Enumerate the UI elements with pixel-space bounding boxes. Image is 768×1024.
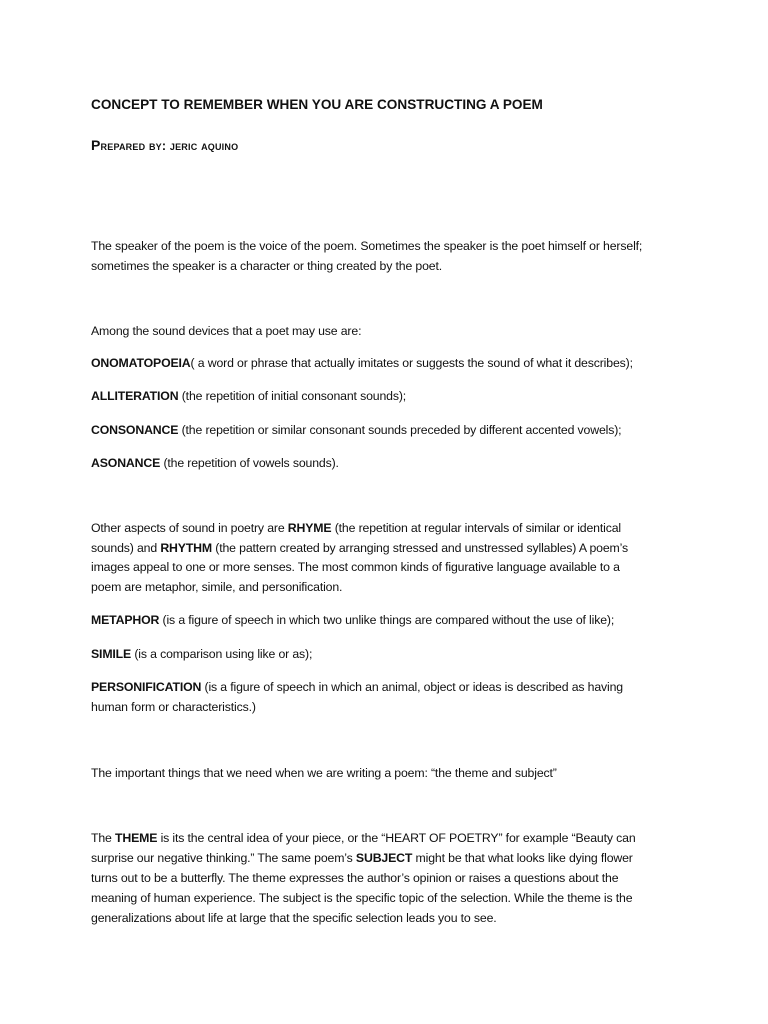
figure-desc: (is a figure of speech in which an animal, object or ideas is described as having <box>201 680 623 694</box>
device-desc: (the repetition of vowels sounds). <box>160 456 339 470</box>
device-term: ONOMATOPOEIA <box>91 356 191 370</box>
speaker-para-line-1: The speaker of the poem is the voice of the poem. Sometimes the speaker is the poet himself or herself; <box>91 239 643 253</box>
speaker-para-line-2: sometimes the speaker is a character or thing created by the poet. <box>91 259 442 273</box>
figure-desc: (is a figure of speech in which two unlike things are compared without the use of like); <box>159 613 615 627</box>
byline-initial: P <box>91 137 101 153</box>
theme-para-line-4: meaning of human experience. The subject is the specific topic of the selection. While the theme is the <box>91 891 633 905</box>
aspects-para-line-1 <box>91 518 621 538</box>
term-theme: THEME <box>115 831 158 845</box>
text-run: (the repetition at regular intervals of similar or identical <box>331 521 621 535</box>
figure-personification <box>91 677 623 697</box>
device-asonance <box>91 453 339 473</box>
device-term: ALLITERATION <box>91 389 179 403</box>
aspects-para-line-3: images appeal to one or more senses. The most common kinds of figurative language available to a <box>91 560 620 574</box>
theme-para-line-2 <box>91 848 633 868</box>
device-desc: ( a word or phrase that actually imitates or suggests the sound of what it describes); <box>190 356 633 370</box>
term-subject: SUBJECT <box>355 851 413 865</box>
theme-para-line-1 <box>91 828 636 848</box>
device-term: ASONANCE <box>91 456 161 470</box>
byline <box>91 135 238 156</box>
term-rhythm: RHYTHM <box>160 541 213 555</box>
figure-term: SIMILE <box>91 647 132 661</box>
theme-para-line-3: turns out to be a butterfly. The theme expresses the author’s opinion or raises a questions about the <box>91 871 619 885</box>
device-alliteration <box>91 386 406 406</box>
figure-simile <box>91 644 312 664</box>
device-term: CONSONANCE <box>91 423 179 437</box>
sound-devices-intro: Among the sound devices that a poet may use are: <box>91 324 362 338</box>
figure-desc: (is a comparison using like or as); <box>131 647 313 661</box>
figure-personification-cont: human form or characteristics.) <box>91 700 256 714</box>
device-desc: (the repetition of initial consonant sounds); <box>178 389 407 403</box>
text-run: (the pattern created by arranging stressed and unstressed syllables) A poem’s <box>212 541 628 555</box>
device-consonance <box>91 420 621 440</box>
aspects-para-line-2 <box>91 538 628 558</box>
text-run: surprise our negative thinking.” The same poem’s <box>91 851 356 865</box>
theme-para-line-5: generalizations about life at large that the specific selection leads you to see. <box>91 911 497 925</box>
term-rhyme: RHYME <box>287 521 332 535</box>
document-title: CONCEPT TO REMEMBER WHEN YOU ARE CONSTRUCTING A POEM <box>91 97 543 112</box>
byline-text: repared by: jeric aquino <box>100 139 239 153</box>
figure-term: PERSONIFICATION <box>91 680 202 694</box>
figure-metaphor <box>91 610 614 630</box>
device-onomatopoeia <box>91 353 633 373</box>
important-line: The important things that we need when we are writing a poem: “the theme and subject” <box>91 766 557 780</box>
text-run: might be that what looks like dying flower <box>412 851 633 865</box>
text-run: The <box>91 831 116 845</box>
aspects-para-line-4: poem are metaphor, simile, and personification. <box>91 580 343 594</box>
text-run: sounds) and <box>91 541 161 555</box>
figure-term: METAPHOR <box>91 613 160 627</box>
text-run: is its the central idea of your piece, or the “HEART OF POETRY” for example “Beauty can <box>157 831 636 845</box>
device-desc: (the repetition or similar consonant sounds preceded by different accented vowels); <box>178 423 622 437</box>
text-run: Other aspects of sound in poetry are <box>91 521 288 535</box>
